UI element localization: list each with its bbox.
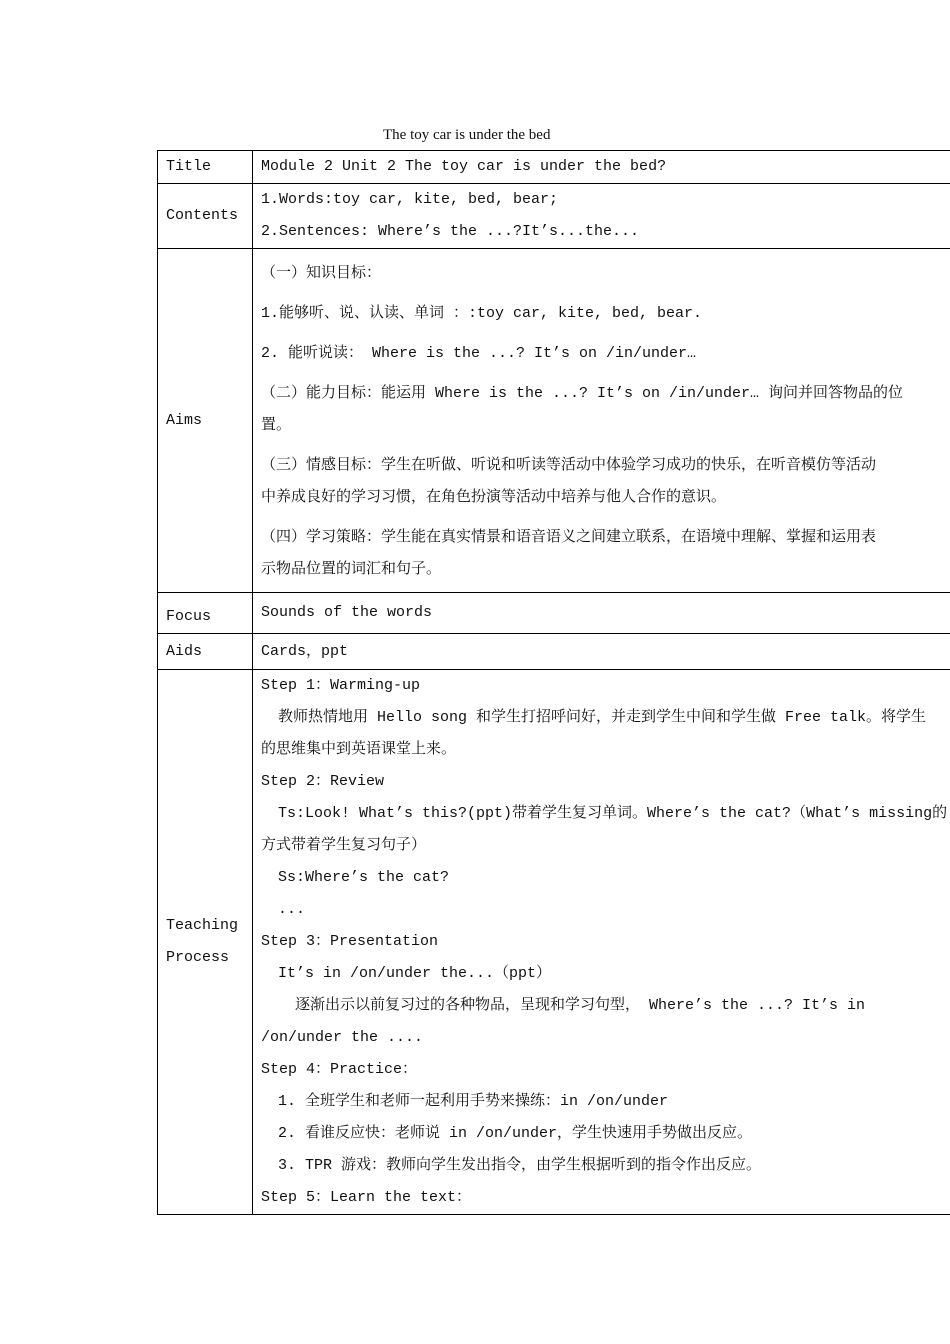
process-line: Step 5：Learn the text： <box>261 1189 472 1206</box>
aims-line: 置。 <box>261 416 292 434</box>
focus-value: Sounds of the words <box>253 593 950 634</box>
process-label-line: Process <box>166 949 230 966</box>
aids-row <box>158 634 950 670</box>
process-value <box>253 670 950 1215</box>
title-row <box>158 151 950 184</box>
process-line: Step 2：Review <box>261 773 385 790</box>
aids-label: Aids <box>158 634 253 670</box>
process-line: 教师热情地用 Hello song 和学生打招呼问好，并走到学生中间和学生做 Free talk。将学生 <box>278 709 927 726</box>
process-line: Ts:Look! What’s this?(ppt)带着学生复习单词。Where’s the cat?（What’s missing的 <box>278 805 948 822</box>
aims-line: （三）情感目标：学生在听做、听说和听读等活动中体验学习成功的快乐，在听音模仿等活动 <box>261 456 877 474</box>
process-row <box>158 670 950 1215</box>
process-line: It’s in /on/under the...（ppt） <box>278 965 552 982</box>
aims-line: 1.能够听、说、认读、单词 ：:toy car, kite, bed, bear. <box>261 304 703 322</box>
process-line: 的思维集中到英语课堂上来。 <box>261 741 457 758</box>
process-line: Step 3：Presentation <box>261 933 439 950</box>
aims-label: Aims <box>158 249 253 593</box>
lesson-plan-table <box>157 150 950 1215</box>
process-line: 2. 看谁反应快：老师说 in /on/under，学生快速用手势做出反应。 <box>278 1125 753 1142</box>
process-label <box>158 670 253 1215</box>
title-value: Module 2 Unit 2 The toy car is under the bed? <box>253 151 950 184</box>
process-line: Ss:Where’s the cat? <box>278 869 450 886</box>
contents-row <box>158 184 950 249</box>
aims-row <box>158 249 950 593</box>
process-line: 逐渐出示以前复习过的各种物品，呈现和学习句型， Where’s the ...? It’s in <box>295 997 866 1014</box>
contents-line: 2.Sentences: Where’s the ...?It’s...the... <box>261 223 640 240</box>
process-line: 1. 全班学生和老师一起利用手势来操练：in /on/under <box>278 1093 669 1110</box>
aims-line: 中养成良好的学习习惯，在角色扮演等活动中培养与他人合作的意识。 <box>261 488 727 506</box>
contents-value <box>253 184 950 249</box>
aims-line: （二）能力目标：能运用 Where is the ...? It’s on /in/under… 询问并回答物品的位 <box>261 384 904 402</box>
aims-line: 2. 能听说读： Where is the ...? It’s on /in/under… <box>261 344 697 362</box>
process-label-line: Teaching <box>166 917 239 934</box>
title-label: Title <box>158 151 253 184</box>
process-line: 3. TPR 游戏：教师向学生发出指令，由学生根据听到的指令作出反应。 <box>278 1157 762 1174</box>
process-line: Step 4：Practice： <box>261 1061 418 1078</box>
aims-line: （一）知识目标： <box>261 264 382 282</box>
contents-label: Contents <box>158 184 253 249</box>
process-line: /on/under the .... <box>261 1029 424 1046</box>
aids-value: Cards，ppt <box>253 634 950 670</box>
focus-label: Focus <box>158 593 253 634</box>
aims-value <box>253 249 950 593</box>
process-line: Step 1：Warming-up <box>261 677 421 694</box>
focus-row <box>158 593 950 634</box>
process-line: ... <box>278 901 306 918</box>
aims-line: 示物品位置的词汇和句子。 <box>261 560 442 578</box>
aims-line: （四）学习策略：学生能在真实情景和语音语义之间建立联系，在语境中理解、掌握和运用表 <box>261 528 877 546</box>
contents-line: 1.Words:toy car, kite, bed, bear; <box>261 191 559 208</box>
process-line: 方式带着学生复习句子） <box>261 837 427 854</box>
document-title: The toy car is under the bed <box>383 127 551 143</box>
